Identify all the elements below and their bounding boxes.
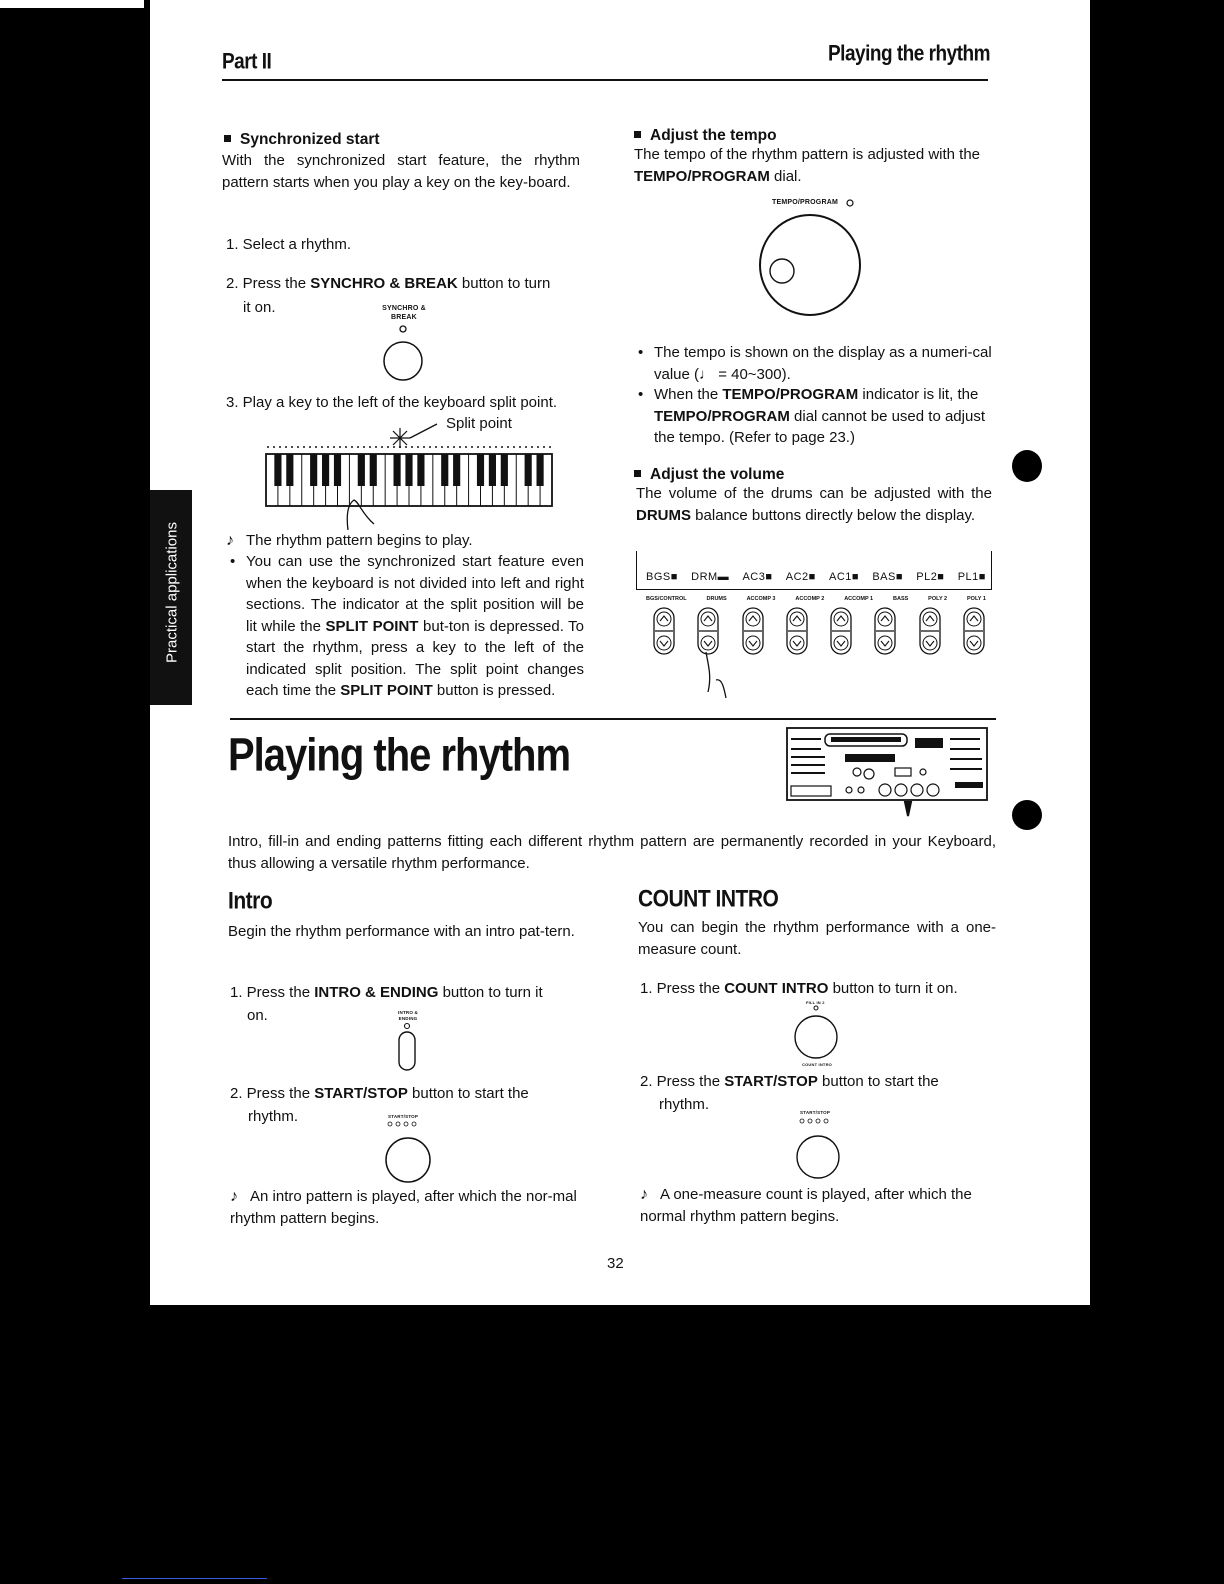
- bullet-dot-icon: •: [638, 344, 644, 361]
- count-start-stop-label: START/STOP: [800, 1110, 831, 1115]
- sync-step-2-cont: it on.: [243, 299, 276, 316]
- balance-button-pair[interactable]: [741, 606, 765, 661]
- count-start-stop-button-icon: [788, 1115, 848, 1181]
- balance-button-pair[interactable]: [918, 606, 942, 661]
- count-intro-step-2-cont: rhythm.: [659, 1096, 710, 1113]
- balance-button-labels: [646, 596, 986, 602]
- balance-button-label: DRUMS: [706, 596, 727, 602]
- intro-ending-button-icon: [394, 1022, 420, 1076]
- count-intro-result: ♪ A one-measure count is played, after which the normal rhythm pattern begins.: [640, 1186, 972, 1225]
- black-key: [489, 454, 496, 486]
- balance-button-label: ACCOMP 1: [844, 596, 874, 602]
- synchro-break-button-icon: [380, 324, 426, 384]
- tempo-bullet-2: When the TEMPO/PROGRAM indicator is lit, the TEMPO/PROGRAM dial cannot be used to adjust the tempo. (Refer to page 23.): [654, 386, 985, 446]
- black-key: [370, 454, 377, 486]
- count-intro-label: COUNT INTRO: [802, 1062, 832, 1067]
- black-key: [417, 454, 424, 486]
- black-key: [334, 454, 341, 486]
- balance-button-label: BASS: [893, 596, 909, 602]
- display-channel: BAS■: [872, 571, 903, 583]
- intro-step-2: 2. Press the START/STOP button to start the: [230, 1085, 529, 1102]
- display-channel: PL1■: [957, 571, 986, 583]
- black-key: [405, 454, 412, 486]
- sync-intro: With the synchronized start feature, the rhythm pattern starts when you play a key on the key-board.: [222, 152, 580, 191]
- part-label: Part II: [222, 50, 272, 75]
- sync-result: ♪ The rhythm pattern begins to play.: [226, 530, 473, 552]
- tempo-heading: Adjust the tempo: [634, 127, 777, 145]
- volume-heading: Adjust the volume: [634, 466, 784, 484]
- black-key: [537, 454, 544, 486]
- black-key: [322, 454, 329, 486]
- keyboard-illustration-icon: [262, 414, 558, 540]
- black-key: [394, 454, 401, 486]
- display-channel: AC1■: [829, 571, 860, 583]
- sync-step-1: 1. Select a rhythm.: [226, 236, 352, 253]
- up-down-button-icon: [741, 606, 765, 656]
- intro-start-stop-button-icon: [378, 1118, 442, 1184]
- intro-step-2-cont: rhythm.: [248, 1108, 299, 1125]
- intro-text: Begin the rhythm performance with an intro pat-tern.: [228, 923, 575, 940]
- tempo-text: The tempo of the rhythm pattern is adjusted with the TEMPO/PROGRAM dial.: [634, 146, 981, 185]
- up-down-button-icon: [785, 606, 809, 656]
- tempo-bullet-1: The tempo is shown on the display as a numeri-cal value (♩ = 40~300).: [654, 344, 992, 383]
- bullet-dot-icon: •: [638, 386, 644, 403]
- intro-result: ♪ An intro pattern is played, after which the nor-mal rhythm pattern begins.: [230, 1188, 577, 1227]
- header-title: Playing the rhythm: [828, 42, 991, 67]
- display-channel: DRM▬: [691, 571, 730, 583]
- intro-ending-label: INTRO & ENDING: [398, 1010, 418, 1021]
- balance-display-row: [646, 571, 986, 583]
- intro-title: Intro: [228, 888, 273, 915]
- black-key: [501, 454, 508, 486]
- count-intro-text: You can begin the rhythm performance with a one-measure count.: [638, 919, 996, 958]
- balance-button-pair[interactable]: [785, 606, 809, 661]
- black-key: [310, 454, 317, 486]
- balance-button-label: ACCOMP 2: [795, 596, 825, 602]
- display-channel: AC3■: [742, 571, 773, 583]
- sync-step-2: 2. Press the SYNCHRO & BREAK button to turn: [226, 275, 551, 292]
- display-channel: AC2■: [785, 571, 816, 583]
- intro-step-1: 1. Press the INTRO & ENDING button to turn it: [230, 984, 543, 1001]
- bullet-dot-icon: •: [230, 553, 236, 570]
- section-rule: [230, 718, 996, 720]
- pointing-hand-icon: [700, 648, 744, 704]
- note-icon: ♪: [226, 532, 234, 549]
- intro-step-1-cont: on.: [247, 1007, 268, 1024]
- main-title: Playing the rhythm: [228, 730, 571, 781]
- balance-button-pair[interactable]: [962, 606, 986, 661]
- binder-hole-icon: [1012, 450, 1042, 482]
- balance-button-pair[interactable]: [829, 606, 853, 661]
- black-key: [441, 454, 448, 486]
- synchro-break-label: SYNCHRO & BREAK: [382, 305, 426, 321]
- fill-in-2-label: FILL IN 2: [806, 1000, 825, 1005]
- square-bullet-icon: [224, 135, 231, 142]
- main-intro: Intro, fill-in and ending patterns fitting each different rhythm pattern are permanently recorded in your Keyboard, thus allowing a versatile rhythm performance.: [228, 833, 996, 872]
- up-down-button-icon: [962, 606, 986, 656]
- up-down-button-icon: [918, 606, 942, 656]
- black-key: [274, 454, 281, 486]
- binder-hole-icon: [1012, 800, 1042, 830]
- balance-button-label: ACCOMP 3: [746, 596, 776, 602]
- balance-button-pair[interactable]: [873, 606, 897, 661]
- balance-button-label: POLY 1: [967, 596, 986, 602]
- square-bullet-icon: [634, 131, 641, 138]
- tempo-dial-label: TEMPO/PROGRAM: [772, 199, 838, 206]
- black-key: [477, 454, 484, 486]
- square-bullet-icon: [634, 470, 641, 477]
- header-rule: [222, 79, 988, 81]
- balance-button-label: POLY 2: [928, 596, 948, 602]
- side-tab: [150, 490, 192, 705]
- up-down-button-icon: [873, 606, 897, 656]
- count-intro-step-2: 2. Press the START/STOP button to start the: [640, 1073, 939, 1090]
- scan-edge: [0, 0, 144, 8]
- sync-heading: Synchronized start: [224, 131, 380, 149]
- up-down-button-icon: [829, 606, 853, 656]
- keyboard-panel-thumbnail-icon: [785, 724, 991, 824]
- note-icon: ♪: [230, 1188, 238, 1205]
- intro-start-stop-label: START/STOP: [388, 1114, 419, 1119]
- sync-step-3: 3. Play a key to the left of the keyboard split point.: [226, 394, 558, 411]
- display-channel: PL2■: [916, 571, 945, 583]
- count-intro-step-1: 1. Press the COUNT INTRO button to turn it on.: [640, 980, 958, 997]
- count-intro-button-icon: [792, 1004, 840, 1064]
- black-key: [286, 454, 293, 486]
- volume-text: The volume of the drums can be adjusted with the DRUMS balance buttons directly below the display.: [636, 485, 992, 524]
- side-tab-label: Practical applications: [163, 522, 181, 663]
- link-underline: [122, 1578, 267, 1579]
- black-key: [358, 454, 365, 486]
- split-point-label: Split point: [446, 415, 512, 432]
- sync-bullet: You can use the synchronized start feature even when the keyboard is not divided into left and right sections. The indicator at the split position will be lit while the SPLIT POINT but-ton is depressed. To start the rhythm, press a key to the left of the indicated split position. The split point changes each time the SPLIT POINT button is pressed.: [246, 553, 585, 699]
- page-number: 32: [607, 1255, 624, 1272]
- balance-button-pair[interactable]: [652, 606, 676, 661]
- note-icon: ♪: [640, 1186, 648, 1203]
- black-key: [453, 454, 460, 486]
- count-intro-title: COUNT INTRO: [638, 886, 779, 913]
- up-down-button-icon: [652, 606, 676, 656]
- display-channel: BGS■: [646, 571, 678, 583]
- balance-button-label: BGS/CONTROL: [646, 596, 687, 602]
- black-key: [525, 454, 532, 486]
- tempo-dial-icon: [754, 196, 866, 318]
